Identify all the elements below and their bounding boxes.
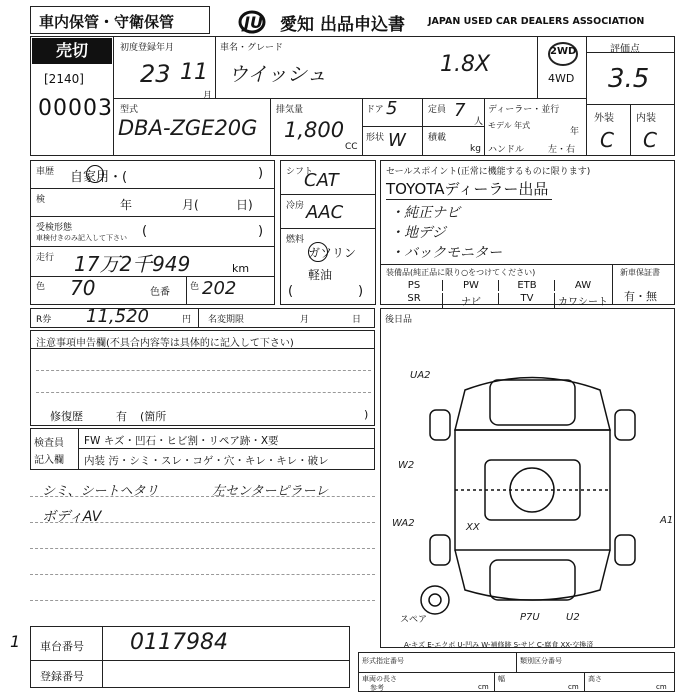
load-unit: kg (470, 144, 481, 154)
field-width-cm: cm (568, 683, 579, 691)
score-interior-label: 内装 (636, 113, 656, 124)
form-title: 出品申込書 (320, 15, 405, 35)
field-width-label: 幅 (498, 675, 505, 683)
handle-options: 左・右 (548, 145, 576, 155)
doors-value: 5 (386, 98, 398, 119)
mileage-value: 17万2千949 (74, 252, 191, 276)
mark-u2: U2 (566, 612, 580, 623)
capacity-value: 7 (454, 100, 466, 121)
score-exterior-label: 外装 (594, 113, 614, 124)
logo-region: 愛知 (280, 15, 314, 35)
registration-no-label: 登録番号 (40, 670, 84, 683)
inspection-year: 年 (120, 198, 133, 212)
fuel-diesel: 軽油 (308, 268, 333, 282)
ac-value: AAC (306, 202, 344, 223)
car-diagram (395, 360, 670, 620)
history-label: 車歴 (36, 167, 55, 177)
interior-color: 202 (202, 278, 237, 299)
capacity-label: 定員 (428, 105, 447, 115)
recycle-unit: 円 (182, 315, 192, 325)
vehicle-grade: 1.8X (440, 52, 491, 77)
inspector-label-1: 検査員 (34, 438, 64, 449)
sale-type-badge: 売切 (32, 38, 112, 64)
history-value: 自家用・( (70, 170, 128, 185)
transfer-open: ( (142, 224, 148, 239)
equipment-bottom-item-3: カワシート (554, 293, 611, 308)
history-close: ) (258, 166, 264, 181)
field-length-label: 車両の長さ (362, 675, 397, 683)
equipment-top-item-1: PW (442, 280, 499, 291)
drive-4wd: 4WD (548, 72, 575, 85)
field-height-cm: cm (656, 683, 667, 691)
chassis-value: 0117984 (130, 630, 228, 655)
displacement-value: 1,800 (284, 118, 345, 142)
field-class-label: 類別区分番号 (520, 657, 562, 665)
score-label: 評価点 (610, 44, 640, 55)
comment-line1: シミ、シートヘタリ (42, 484, 159, 499)
registration-month-unit: 月 (203, 91, 213, 101)
recycle-block (30, 308, 375, 328)
storage-title-box (30, 6, 210, 34)
drive-2wd: 2WD (550, 46, 577, 57)
fuel-label: 燃料 (286, 235, 305, 245)
ju-logo-icon (238, 8, 280, 34)
warranty-label: 新車保証書 (620, 268, 660, 277)
interior-color-label: 色 (190, 282, 200, 292)
equipment-row-bottom (386, 293, 610, 308)
load-label: 積載 (428, 133, 447, 143)
shift-value: CAT (304, 170, 339, 191)
lot-number: 00003 (38, 96, 113, 121)
sales-points-line2: ・純正ナビ (390, 205, 460, 221)
doors-label: ドア (366, 105, 384, 115)
repair-close: ) (364, 408, 369, 421)
equipment-top-item-3: AW (554, 280, 611, 291)
margin-mark: 1 (10, 632, 21, 651)
mark-p7u: P7U (520, 612, 540, 623)
comment-line2: ボディAV (42, 509, 102, 525)
name-change-label: 名変期限 (208, 315, 245, 325)
inspection-month: 月( (182, 198, 199, 212)
ju-logo (238, 8, 280, 34)
repair-detail: (箇所 (140, 410, 167, 423)
equipment-top-item-2: ETB (498, 280, 555, 291)
score-interior: C (643, 128, 657, 152)
field-length-cm: cm (478, 683, 489, 691)
equipment-bottom-item-2: TV (498, 293, 555, 304)
score-value: 3.5 (608, 64, 650, 94)
equipment-bottom-item-0: SR (407, 293, 421, 304)
rear-seat-label: 後日品 (385, 315, 413, 325)
sales-points-label: セールスポイント(正常に機能するものに限ります) (386, 167, 591, 177)
capacity-unit: 人 (474, 117, 484, 127)
fuel-gasoline-circle (308, 242, 328, 262)
color-number-label: 色番 (150, 287, 170, 298)
displacement-label: 排気量 (276, 105, 304, 115)
handle-label: ハンドル (488, 145, 525, 155)
sales-points-line1: TOYOTAディーラー出品 (386, 178, 552, 200)
sales-points-line4: ・バックモニター (390, 245, 502, 261)
inspection-label: 検 (36, 195, 46, 205)
sales-points-line3: ・地デジ (390, 225, 446, 241)
transfer-label: 受検形態 (36, 223, 73, 233)
repair-value: 有 (116, 410, 127, 423)
spare-label: スペア (400, 615, 428, 625)
history-circle (86, 165, 104, 183)
score-exterior: C (600, 128, 614, 152)
model-label: 型式 (120, 105, 139, 115)
shape-value: W (388, 130, 406, 151)
ac-label: 冷房 (286, 201, 305, 211)
mark-xx-1: XX (466, 522, 480, 533)
fuel-open: ( (288, 284, 294, 299)
inspection-day: 日) (236, 198, 253, 212)
warranty-value: 有・無 (624, 290, 657, 303)
color-label: 色 (36, 282, 46, 292)
damage-legend: A-キズ E-エクボ U-凹み W-補修跡 S-サビ C-腐食 XX-交換済 (404, 641, 594, 649)
registration-label: 初度登録年月 (120, 43, 175, 53)
recycle-label: R券 (36, 315, 52, 325)
name-change-day: 日 (352, 315, 362, 325)
mark-wa2: WA2 (392, 518, 415, 529)
sale-code: [2140] (44, 72, 84, 86)
mark-w2: W2 (398, 460, 415, 471)
equipment-top-item-0: PS (407, 280, 421, 291)
vehicle-name-label: 車名・グレード (220, 43, 284, 53)
mark-ua2: UA2 (410, 370, 431, 381)
fuel-close: ) (358, 284, 364, 299)
model-value: DBA-ZGE20G (118, 116, 258, 140)
field-height-label: 高さ (588, 675, 602, 683)
inspector-row-2: 内装 汚・シミ・スレ・コゲ・穴・キレ・キレ・破レ (84, 455, 329, 467)
mark-a1-right: A1 (660, 515, 674, 526)
equipment-bottom-item-1: ナビ (442, 293, 499, 308)
inspector-row-1: FW キズ・凹石・ヒビ割・リペア跡・X要 (84, 435, 279, 447)
shift-label: シフト (286, 167, 314, 177)
mileage-unit: km (232, 262, 250, 275)
model-year-label: モデル 年式 (488, 121, 531, 130)
repair-label: 修復歴 (50, 410, 83, 423)
storage-title: 車内保管・守衛保管 (39, 13, 175, 31)
registration-month: 11 (180, 60, 208, 85)
chassis-label: 車台番号 (40, 640, 84, 653)
mileage-label: 走行 (36, 253, 55, 263)
vehicle-name: ウイッシュ (228, 62, 327, 86)
shape-label: 形状 (366, 133, 385, 143)
transfer-note: 車検付きのみ記入して下さい (36, 234, 127, 242)
recycle-value: 11,520 (86, 306, 149, 327)
logo-mark: JU (244, 13, 263, 32)
equipment-row-top (386, 280, 610, 292)
equipment-label: 装備品(純正品に限り○をつけてください) (386, 268, 536, 277)
comment-line1b: 左センターピラーレ (212, 484, 329, 499)
fuel-gasoline: ガソリン (308, 246, 357, 260)
model-year-unit: 年 (570, 127, 580, 137)
notes-label: 注意事項申告欄(不具合内容等は具体的に記入して下さい) (36, 338, 294, 349)
field-format-label: 形式指定番号 (362, 657, 404, 665)
dealer-label: ディーラー・並行 (488, 105, 560, 115)
registration-year: 23 (140, 60, 171, 88)
name-change-month: 月 (300, 315, 310, 325)
color-value: 70 (70, 276, 96, 300)
inspector-label-2: 記入欄 (34, 455, 64, 466)
displacement-unit: CC (345, 142, 358, 152)
field-length-ref: 参考 (370, 684, 384, 692)
assoc-name: JAPAN USED CAR DEALERS ASSOCIATION (428, 16, 645, 27)
transfer-close: ) (258, 224, 264, 239)
